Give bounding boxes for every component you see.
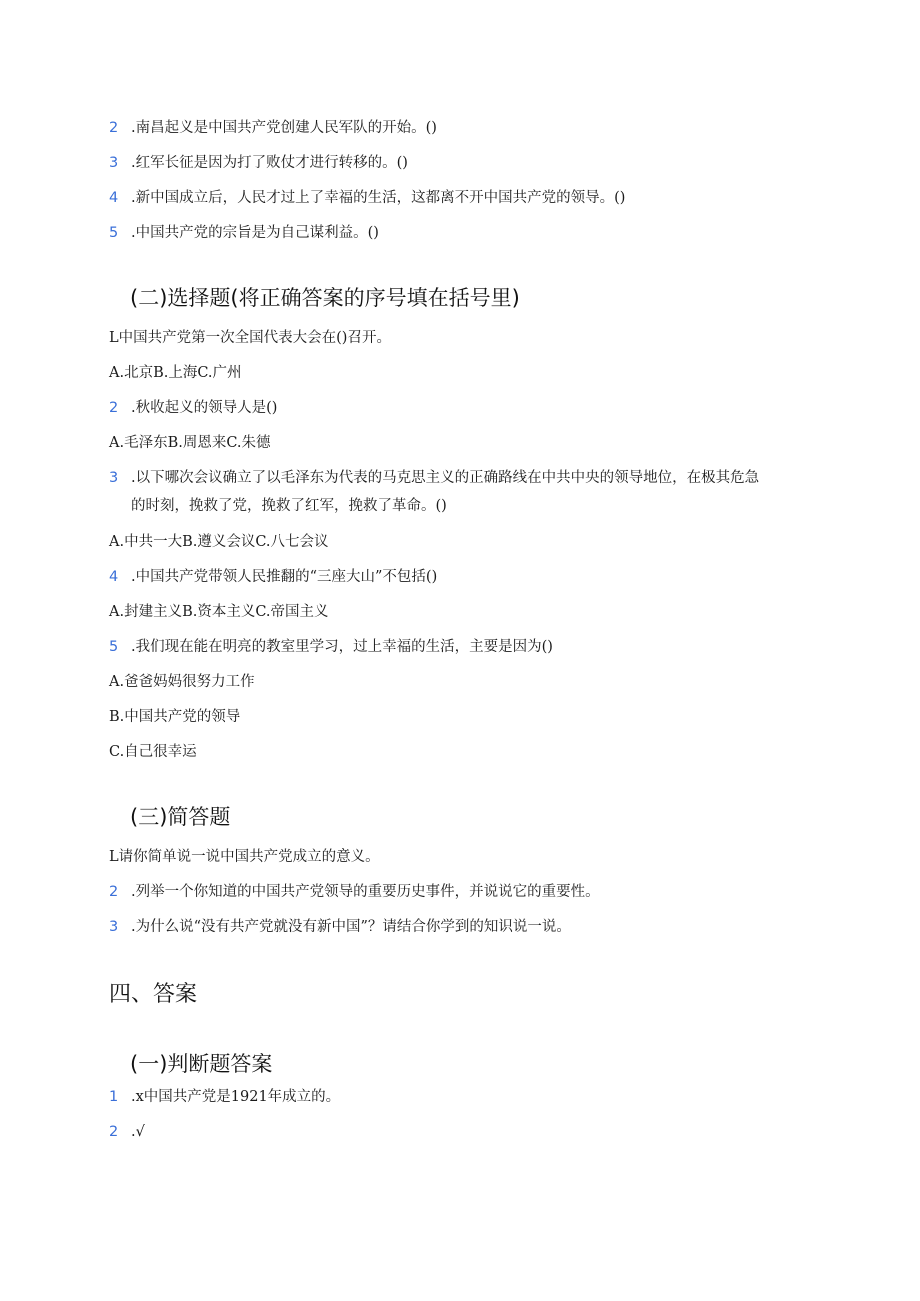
item-number: 3 <box>109 470 119 486</box>
item-number: 5 <box>109 639 119 655</box>
item-text: .中国共产党的宗旨是为自己谋利益。() <box>131 225 379 241</box>
choice-question-2 <box>109 398 277 418</box>
choice-question-3 <box>109 468 759 488</box>
choice-q4-options: A.封建主义B.资本主义C.帝国主义 <box>109 604 329 620</box>
choice-question-3-cont: 的时刻，挽救了党，挽救了红军，挽救了革命。() <box>131 498 447 514</box>
choice-q3-options: A.中共一大B.遵义会议C.八七会议 <box>109 534 329 550</box>
judgment-answers-heading: (一)判断题答案 <box>130 1052 273 1076</box>
item-number: 2 <box>109 884 119 900</box>
item-number: 2 <box>109 1124 119 1140</box>
short-question-1: L请你简单说一说中国共产党成立的意义。 <box>109 849 380 865</box>
choice-q5-option-c: C.自己很幸运 <box>109 744 197 760</box>
item-number: 2 <box>109 120 119 136</box>
item-number: 2 <box>109 400 119 416</box>
short-question-2 <box>109 882 600 902</box>
judgment-item-5 <box>109 223 379 243</box>
choice-question-5 <box>109 637 553 657</box>
question-text: .秋收起义的领导人是() <box>131 400 278 416</box>
choice-q2-options: A.毛泽东B.周恩来C.朱德 <box>109 435 271 451</box>
item-number: 3 <box>109 919 119 935</box>
choice-q1-options: A.北京B.上海C.广州 <box>109 365 242 381</box>
short-answer-heading: (三)简答题 <box>130 805 231 829</box>
choice-q5-option-b: B.中国共产党的领导 <box>109 709 241 725</box>
choice-q5-option-a: A.爸爸妈妈很努力工作 <box>109 674 255 690</box>
question-text: .列举一个你知道的中国共产党领导的重要历史事件，并说说它的重要性。 <box>131 884 600 900</box>
short-question-3 <box>109 917 571 937</box>
question-text-line-1: .以下哪次会议确立了以毛泽东为代表的马克思主义的正确路线在中共中央的领导地位，在极其危急 <box>131 470 760 486</box>
answer-text: .√ <box>131 1124 145 1140</box>
answer-2 <box>109 1122 145 1142</box>
question-text: .我们现在能在明亮的教室里学习，过上幸福的生活，主要是因为() <box>131 639 553 655</box>
item-number: 3 <box>109 155 119 171</box>
judgment-item-4 <box>109 188 625 208</box>
answers-heading: 四、答案 <box>109 982 198 1007</box>
item-text: .红军长征是因为打了败仗才进行转移的。() <box>131 155 408 171</box>
item-number: 4 <box>109 190 119 206</box>
judgment-item-2 <box>109 118 437 138</box>
question-text: .中国共产党带领人民推翻的“三座大山”不包括() <box>131 569 438 585</box>
item-number: 4 <box>109 569 119 585</box>
item-number: 5 <box>109 225 119 241</box>
choice-section-heading: (二)选择题(将正确答案的序号填在括号里) <box>130 286 520 310</box>
answer-1 <box>109 1087 340 1107</box>
item-text: .南昌起义是中国共产党创建人民军队的开始。() <box>131 120 437 136</box>
choice-question-1: L中国共产党第一次全国代表大会在()召开。 <box>109 330 391 346</box>
question-text: .为什么说“没有共产党就没有新中国”？请结合你学到的知识说一说。 <box>131 919 571 935</box>
choice-question-4 <box>109 567 437 587</box>
item-text: .新中国成立后，人民才过上了幸福的生活，这都离不开中国共产党的领导。() <box>131 190 626 206</box>
item-number: 1 <box>109 1089 119 1105</box>
answer-text: .x中国共产党是1921年成立的。 <box>131 1089 341 1105</box>
judgment-item-3 <box>109 153 408 173</box>
